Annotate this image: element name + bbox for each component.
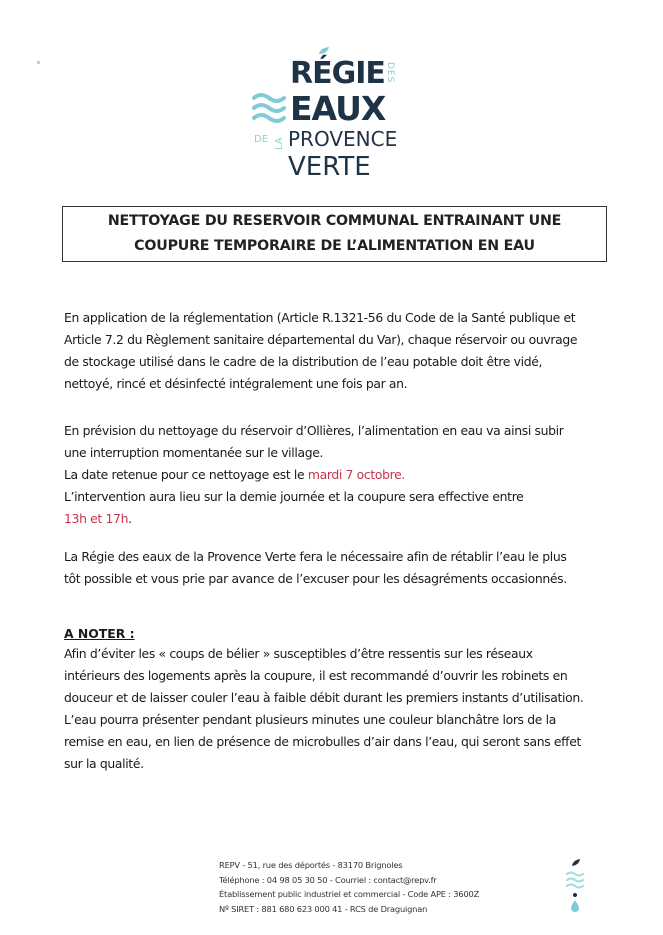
text-line: En application de la réglementation (Article R.1321-56 du Code de la Santé publique et: [64, 310, 576, 325]
footer-siret: Nº SIRET : 881 680 623 000 41 - RCS de Draguignan: [219, 903, 428, 914]
footer-logo-icon: [565, 857, 585, 915]
logo-eaux: EAUX: [290, 89, 386, 128]
text-line: L’eau pourra présenter pendant plusieurs minutes une couleur blanchâtre lors de la: [64, 712, 556, 727]
text-line: une interruption momentanée sur le village.: [64, 445, 324, 460]
title-line-1: NETTOYAGE DU RESERVOIR COMMUNAL ENTRAINANT UNE: [107, 213, 562, 229]
intervention-hours: 13h et 17h: [64, 511, 129, 526]
text-line: nettoyé, rincé et désinfecté intégralement une fois par an.: [64, 376, 408, 391]
text-line: douceur et de laisser couler l’eau à faible débit durant les premiers instants d’utilisation.: [64, 690, 584, 705]
logo-des: DES: [385, 62, 395, 84]
logo-la: LA: [274, 137, 285, 150]
logo-verte: VERTE: [288, 152, 371, 182]
text-line: intérieurs des logements après la coupure, il est recommandé d’ouvrir les robinets en: [64, 668, 568, 683]
paragraph-regulation: [64, 307, 612, 395]
hours-suffix: .: [128, 511, 132, 526]
scan-speck: [37, 61, 40, 64]
date-line: [64, 464, 612, 486]
waves-icon: [252, 92, 286, 126]
hours-line: [64, 508, 612, 530]
paragraph-apology: [64, 546, 612, 590]
logo-regie: RÉGIE: [290, 56, 385, 91]
title-line-2: COUPURE TEMPORAIRE DE L’ALIMENTATION EN EAU: [134, 238, 535, 254]
footer-establishment: Établissement public industriel et commercial - Code APE : 3600Z: [219, 889, 480, 899]
paragraph-note: [64, 643, 612, 775]
text-line: La Régie des eaux de la Provence Verte fera le nécessaire afin de rétablir l’eau le plus: [64, 549, 567, 564]
text-line: remise en eau, en lien de présence de microbulles d’air dans l’eau, qui seront sans effet: [64, 734, 581, 749]
text-line: Afin d’éviter les « coups de bélier » susceptibles d’être ressentis sur les réseaux: [64, 646, 533, 661]
text-line: En prévision du nettoyage du réservoir d’Ollières, l’alimentation en eau va ainsi subir: [64, 423, 564, 438]
water-drop-icon: [318, 46, 330, 56]
logo-provence: PROVENCE: [288, 127, 398, 151]
title-box: [62, 206, 607, 262]
text-line: Article 7.2 du Règlement sanitaire départemental du Var), chaque réservoir ou ouvrage: [64, 332, 578, 347]
text-line: tôt possible et vous prie par avance de l’excuser pour les désagréments occasionnés.: [64, 571, 567, 586]
note-heading: A NOTER :: [64, 626, 135, 641]
text-line: L’intervention aura lieu sur la demie journée et la coupure sera effective entre: [64, 489, 524, 504]
paragraph-schedule: [64, 420, 612, 530]
logo-de: DE: [254, 134, 269, 145]
footer-address: REPV - 51, rue des déportés - 83170 Brignoles: [219, 860, 403, 870]
date-prefix: La date retenue pour ce nettoyage est le: [64, 467, 308, 482]
intervention-date: mardi 7 octobre.: [307, 467, 405, 482]
footer-contact: [219, 858, 479, 916]
text-line: sur la qualité.: [64, 756, 144, 771]
text-line: de stockage utilisé dans le cadre de la distribution de l’eau potable doit être vidé,: [64, 354, 543, 369]
footer-phone-email: Téléphone : 04 98 05 30 50 - Courriel : contact@repv.fr: [219, 874, 437, 885]
